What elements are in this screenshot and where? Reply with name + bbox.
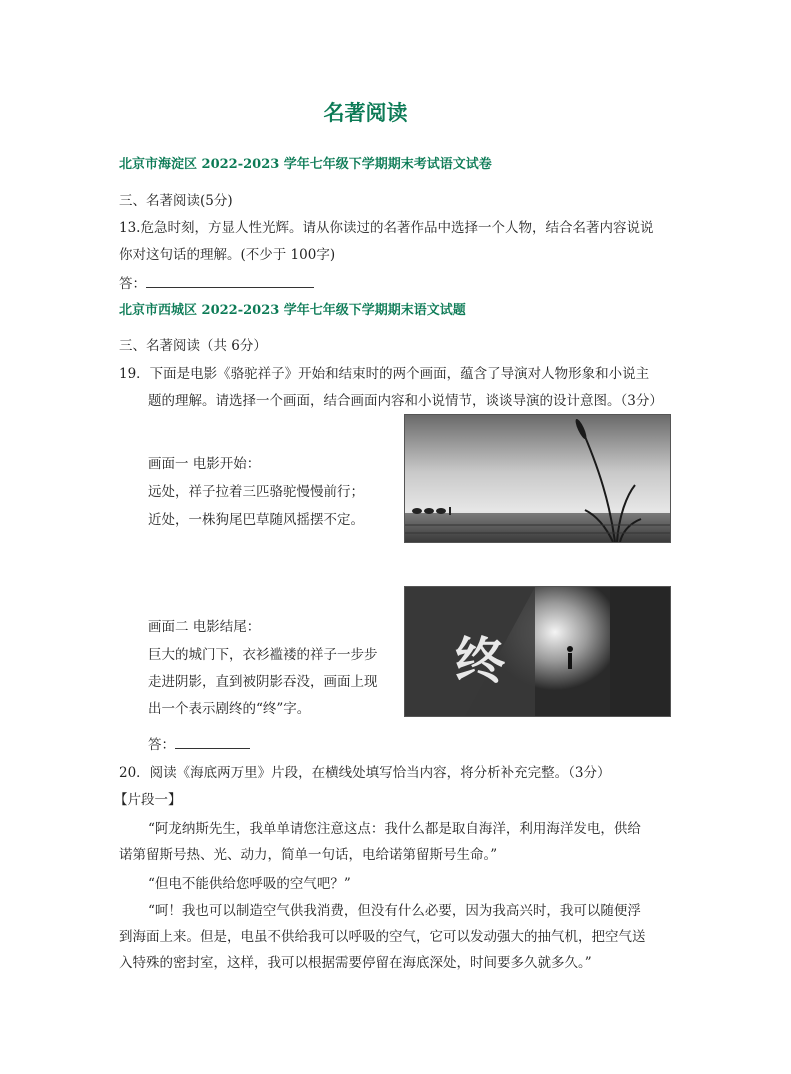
passage-line-5: 到海面上来。但是，电虽不供给我可以呼吸的空气，它可以发动强大的抽气机，把空气送	[119, 929, 646, 945]
end-character: 终	[455, 631, 505, 690]
scene-1-line-2: 近处，一株狗尾巴草随风摇摆不定。	[148, 512, 364, 528]
fragment-label: 【片段一】	[114, 792, 182, 808]
question-13-line-1: 13.危急时刻，方显人性光辉。请从你读过的名著作品中选择一个人物，结合名著内容说说	[119, 220, 654, 236]
answer-label-19: 答：	[148, 737, 175, 753]
passage-line-3: “但电不能供给您呼吸的空气吧？”	[148, 876, 351, 892]
answer-label: 答：	[119, 276, 146, 292]
section-heading-1: 三、名著阅读(5分)	[119, 193, 233, 209]
scene-2-label: 画面二 电影结尾：	[148, 619, 261, 635]
question-19-line-2: 题的理解。请选择一个画面，结合画面内容和小说情节，谈谈导演的设计意图。（3分）	[148, 393, 663, 409]
passage-line-2: 诺第留斯号热、光、动力，简单一句话，电给诺第留斯号生命。”	[119, 847, 498, 863]
source-heading-xicheng: 北京市西城区 2022-2023 学年七年级下学期期末语文试题	[119, 303, 466, 318]
passage-line-1: “阿龙纳斯先生，我单单请您注意这点：我什么都是取自海洋，利用海洋发电，供给	[148, 821, 641, 837]
answer-blank-19[interactable]	[175, 734, 250, 749]
scene-2-line-3: 出一个表示剧终的“终”字。	[148, 701, 311, 717]
answer-row-19	[148, 733, 250, 753]
scene-1-image	[404, 414, 671, 543]
answer-row-13	[119, 272, 314, 292]
scene-1-line-1: 远处，祥子拉着三匹骆驼慢慢前行；	[148, 484, 364, 500]
section-heading-2: 三、名著阅读（共 6分）	[119, 338, 267, 354]
source-heading-haidian: 北京市海淀区 2022-2023 学年七年级下学期期末考试语文试卷	[119, 157, 492, 172]
scene-2-image	[404, 586, 671, 717]
question-19-line-1: 19．下面是电影《骆驼祥子》开始和结束时的两个画面，蕴含了导演对人物形象和小说主	[119, 366, 650, 382]
question-13-line-2: 你对这句话的理解。(不少于 100字)	[119, 247, 336, 263]
passage-line-6: 入特殊的密封室，这样，我可以根据需要停留在海底深处，时间要多久就多久。”	[119, 955, 592, 971]
answer-blank-13[interactable]	[146, 273, 314, 288]
scene-1-label: 画面一 电影开始：	[148, 456, 261, 472]
scene-2-line-1: 巨大的城门下，衣衫褴褛的祥子一步步	[148, 647, 378, 663]
passage-line-4: “呵！我也可以制造空气供我消费，但没有什么必要，因为我高兴时，我可以随便浮	[148, 903, 641, 919]
page-title: 名著阅读	[323, 101, 408, 125]
question-20: 20．阅读《海底两万里》片段，在横线处填写恰当内容，将分析补充完整。（3分）	[119, 765, 611, 781]
scene-2-line-2: 走进阴影，直到被阴影吞没，画面上现	[148, 674, 378, 690]
